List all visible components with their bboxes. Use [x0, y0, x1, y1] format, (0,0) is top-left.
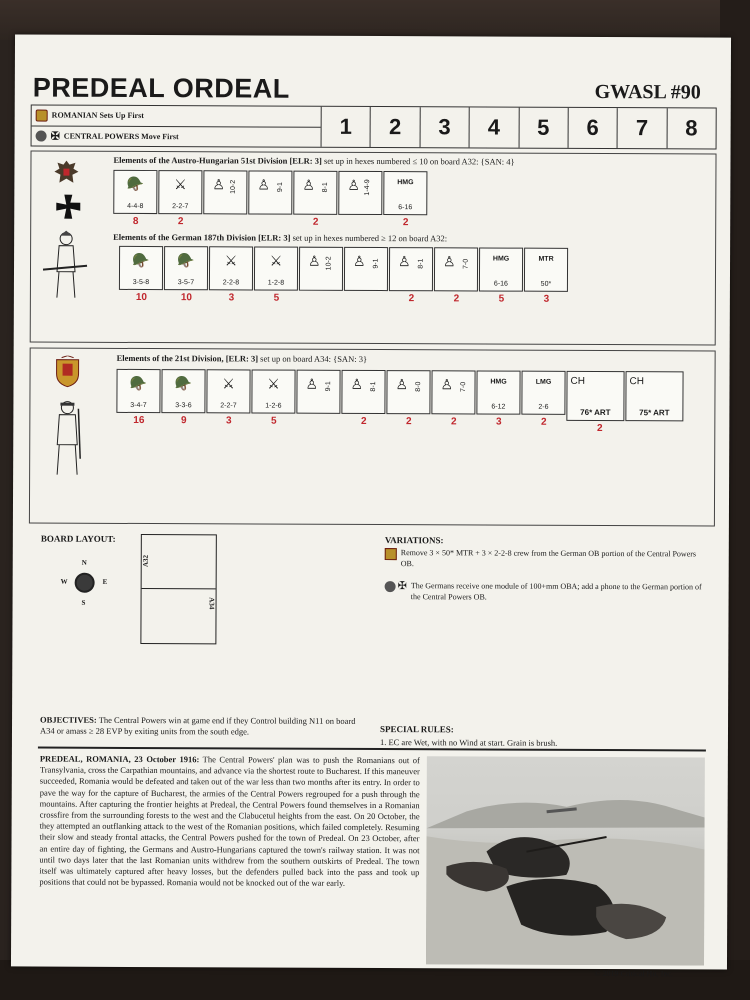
board-layout-title: BOARD LAYOUT: [40, 533, 116, 544]
historical-background [39, 754, 420, 890]
crew-counter: ⚔ 1-2-8 [254, 246, 298, 290]
scenario-id: GWASL #90 [594, 80, 701, 104]
central-move-row [32, 125, 321, 147]
artillery-counter: CH 76* ART [566, 371, 624, 421]
turn-box: 4 [470, 107, 520, 147]
leader-counter: ♙ 7-0 [434, 247, 478, 291]
squad-counter: 🪖 3-5-8 [119, 246, 163, 290]
compass-north: N [81, 558, 87, 567]
squad-counter: 🪖 3-5-7 [164, 246, 208, 290]
romanian-count-row [116, 415, 566, 428]
counter-quantity: 5 [271, 415, 277, 427]
romanian-setup-row [32, 106, 321, 127]
german-counter-row [119, 246, 569, 292]
turn-box: 7 [618, 108, 668, 148]
compass-south: S [81, 598, 86, 607]
turn-box: 1 [322, 107, 372, 147]
romanian-crest-icon [385, 548, 397, 569]
leader-counter: ♙ 8-1 [293, 171, 337, 215]
counter-quantity [248, 216, 293, 227]
counter-quantity: 5 [273, 292, 280, 304]
squad-counter: 🪖 4-4-8 [113, 170, 157, 214]
variation-1 [385, 548, 705, 570]
crew-counter: ⚔ 2-2-7 [158, 170, 202, 214]
austro-heading: Elements of the Austro-Hungarian 51st Division [ELR: 3] set up in hexes numbered ≤ 10 on board A32: {SAN: 4} [113, 154, 515, 167]
variation-2 [385, 581, 705, 603]
counter-quantity [344, 293, 389, 304]
objectives-label: OBJECTIVES: [40, 714, 97, 725]
board-a34: A34 [207, 597, 216, 610]
romanian-heading: Elements of the 21st Division, [ELR: 3] set up on board A34: {SAN: 3} [116, 352, 368, 364]
leader-counter: ♙ 9-1 [248, 170, 292, 214]
iron-cross-icon [53, 192, 83, 222]
counter-quantity: 9 [181, 415, 187, 427]
austro-count-row [113, 216, 428, 228]
counter-quantity: 2 [402, 217, 409, 229]
scenario-card [11, 34, 731, 979]
leader-counter: ♙ 10-2 [299, 247, 343, 291]
counter-quantity [338, 217, 383, 228]
counter-quantity [296, 416, 341, 427]
romanian-counter-row [116, 369, 684, 421]
variation-2-text: The Germans receive one module of 100+mm OBA; add a phone to the German portion of the Central Powers OB. [410, 581, 702, 602]
counter-quantity: 2 [406, 416, 412, 428]
history-text: The Central Powers' plan was to push the Romanians out of Transylvania, cross the Carpathian mountains, and advance via the shortest route to Bucharest. If this maneuver succeeded, Romania would be defeated and taken out of the war less than two months after its entry. In order to pave the way for the capture of Bucharest, the armies of the Central Powers regrouped for a push through the mountains. After capturing the frontier heights at Predeal, the Central Powers found themselves in a Romanian crossfire from the surrounding forests to the west and the Clabucetul heights from the east. On 20 October, the they attempted an outflanking attack to the west of the Romanian positions, which failed completely. Resuming their slow and steady frontal attacks, the Central Powers pushed for the town of Predeal. On 23 October, after an entire day of fighting, the Germans and Austro-Hungarians captured the town's railway station. It was not until two days later that the last Romanian units withdrew from the southern outskirts of Predeal. The town itself was ultimately captured after heavy losses, but the defenders pulled back into the pass and took up positions that could not be bypassed. Romania would not be knocked out of the war early. [39, 754, 420, 889]
counter-quantity: 2 [597, 422, 603, 435]
counter-quantity: 2 [312, 216, 319, 228]
board-layout-map [140, 534, 216, 644]
crew-counter: ⚔ 1-2-6 [251, 369, 295, 413]
central-powers-ob [30, 151, 717, 346]
austro-counter-row [113, 170, 428, 215]
counter-quantity: 16 [133, 414, 145, 427]
historical-photo [426, 756, 705, 965]
variations-title: VARIATIONS: [384, 535, 444, 546]
counter-quantity: 3 [228, 292, 235, 304]
german-soldier-illustration [41, 230, 91, 307]
mortar-counter: MTR 50* [524, 248, 568, 292]
setup-order [32, 106, 322, 147]
variation-1-text: Remove 3 × 50* MTR + 3 × 2-2-8 crew from the German OB portion of the Central Powers OB. [400, 548, 697, 568]
objectives-text: The Central Powers win at game end if they Control building N11 on board A34 or amass ≥ 28 EVP by exiting units from the south edge. [39, 714, 356, 737]
turn-boxes [322, 107, 716, 149]
turn-box: 6 [568, 108, 618, 148]
turn-box: 5 [519, 108, 569, 148]
artillery-counter: CH 75* ART [625, 371, 683, 421]
leader-counter: ♙ 10-2 [203, 170, 247, 214]
austrian-eagle-icon [36, 130, 47, 141]
leader-counter: ♙ 7-0 [431, 370, 475, 414]
romanian-soldier-illustration [44, 399, 90, 482]
counter-quantity: 8 [132, 215, 139, 227]
turn-box: 2 [371, 107, 421, 147]
german-count-row [119, 292, 569, 305]
iron-cross-icon: ✠ [50, 130, 60, 143]
turn-box: 8 [685, 115, 698, 141]
special-rules-title: SPECIAL RULES: [379, 724, 454, 735]
hmg-counter: HMG 6-12 [476, 370, 520, 414]
counter-quantity: 3 [496, 416, 502, 428]
compass-disc [75, 573, 95, 593]
squad-counter: 🪖 3-4-7 [116, 369, 160, 413]
counter-quantity [299, 293, 344, 304]
turn-box: 3 [420, 107, 470, 147]
counter-quantity [203, 216, 248, 227]
counter-quantity: 10 [180, 292, 192, 304]
divider [38, 747, 706, 752]
special-rule-1: 1. EC are Wet, with no Wind at start. Grain is brush. [379, 737, 558, 748]
hero-counter: ♙ 1-4-9 [338, 171, 382, 215]
leader-counter: ♙ 8-1 [341, 370, 385, 414]
romanian-crest-icon [36, 109, 48, 121]
counter-quantity: 2 [453, 293, 460, 305]
crew-counter: ⚔ 2-2-8 [209, 246, 253, 290]
compass-west: W [60, 577, 68, 586]
lmg-counter: LMG 2-6 [521, 371, 565, 415]
leader-counter: ♙ 8-1 [389, 247, 433, 291]
counter-quantity: 10 [135, 291, 147, 304]
counter-quantity: 2 [541, 416, 547, 428]
central-powers-icons: ✠ [385, 581, 407, 602]
scenario-title: PREDEAL ORDEAL [32, 72, 290, 104]
counter-quantity: 3 [543, 293, 550, 305]
counter-quantity: 5 [498, 293, 505, 305]
crew-counter: ⚔ 2-2-7 [206, 369, 250, 413]
board-a32: A32 [142, 535, 216, 589]
romanian-ob [29, 348, 716, 527]
romanian-setup-text: ROMANIAN Sets Up First [51, 110, 144, 121]
counter-quantity: 2 [361, 415, 367, 427]
leader-counter: ♙ 9-1 [296, 370, 340, 414]
leader-counter: ♙ 8-0 [386, 370, 430, 414]
compass-rose-icon [61, 559, 109, 607]
counter-quantity: 3 [226, 415, 232, 427]
romanian-coat-of-arms-icon [52, 355, 82, 389]
central-move-text: CENTRAL POWERS Move First [63, 131, 179, 141]
austrian-eagle-icon [51, 158, 81, 188]
leader-counter: ♙ 9-1 [344, 247, 388, 291]
compass-east: E [102, 577, 108, 586]
counter-quantity: 2 [408, 293, 415, 305]
artillery-count-row [570, 423, 629, 434]
counter-quantity: 2 [451, 416, 457, 428]
squad-counter: 🪖 3-3-6 [161, 369, 205, 413]
hmg-counter: HMG 6-16 [383, 171, 427, 215]
german-heading: Elements of the German 187th Division [ELR: 3] set up in hexes numbered ≥ 12 on board A32: [113, 231, 448, 244]
counter-quantity: 2 [177, 216, 184, 228]
copyright: © 2019 Critical Hit, Inc. [594, 968, 673, 979]
objectives [40, 715, 370, 738]
history-label: PREDEAL, ROMANIA, 23 October 1916: [39, 753, 200, 765]
turn-record-track [31, 105, 717, 150]
hmg-counter: HMG 6-16 [479, 247, 523, 291]
